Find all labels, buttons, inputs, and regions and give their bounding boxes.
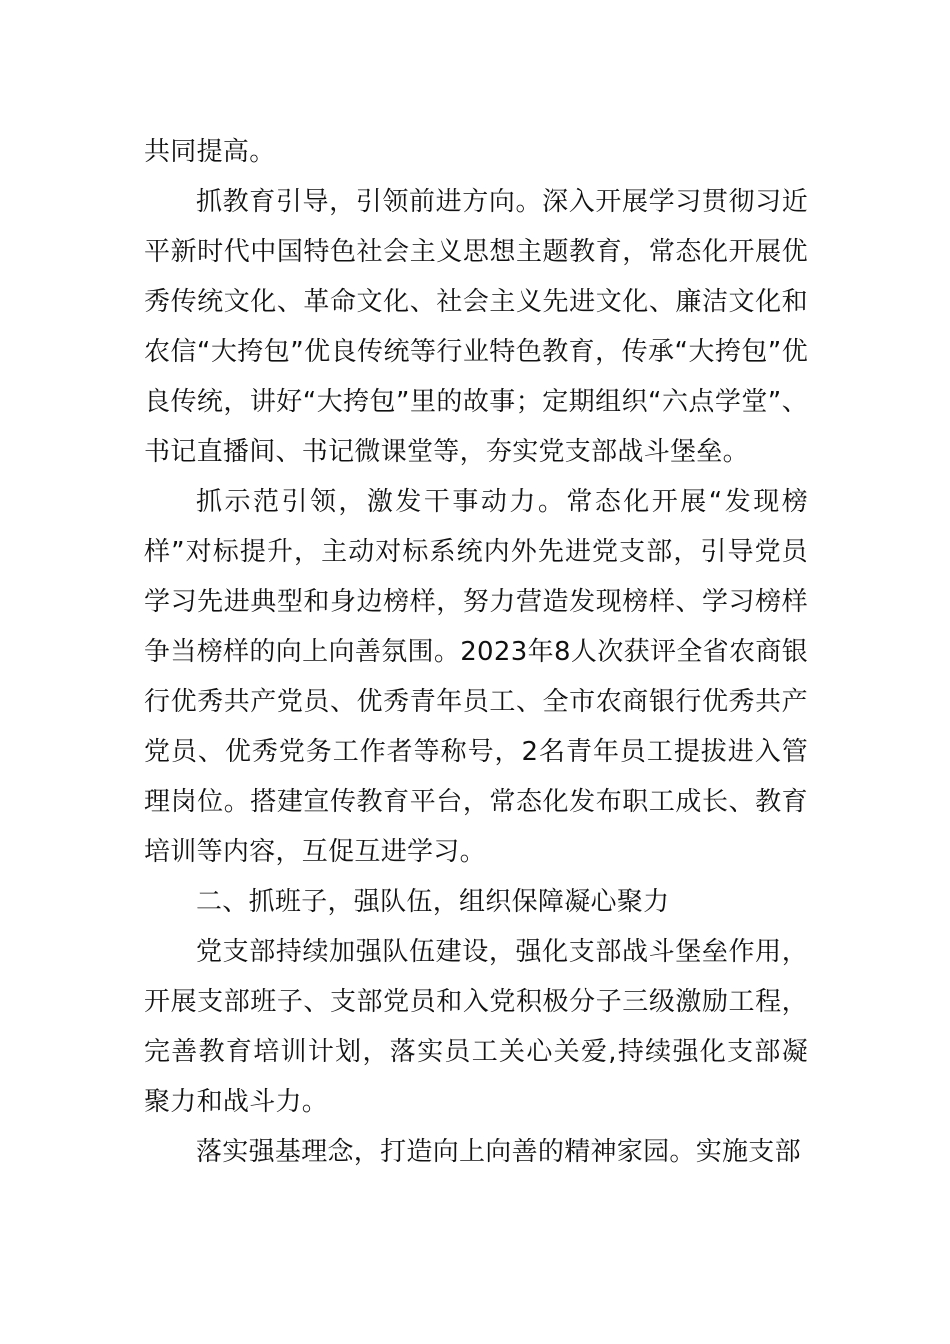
paragraph-foundation: 落实强基理念，打造向上向善的精神家园。实施支部	[196, 1137, 801, 1167]
paragraph-continuation: 共同提高。	[144, 137, 276, 167]
paragraph-role-model: 抓示范引领，激发干事动力。常态化开展“发现榜样”对标提升，主动对标系统内外先进党支部，引导党员学习先进典型和身边榜样，努力营造发现榜样、学习榜样争当榜样的向上向善氛围。2023年8人次获评全省农商银行优秀共产党员、优秀青年员工、全市农商银行优秀共产党员、优秀党务工作者等称号，2名青年员工提拔进入管理岗位。搭建宣传教育平台，常态化发布职工成长、教育培训等内容，互促互进学习。	[144, 487, 808, 867]
paragraph-team-building: 党支部持续加强队伍建设，强化支部战斗堡垒作用，开展支部班子、支部党员和入党积极分子三级激励工程，完善教育培训计划，落实员工关心关爱,持续强化支部凝聚力和战斗力。	[144, 937, 808, 1117]
document-body	[144, 127, 808, 1177]
section-heading-two: 二、抓班子，强队伍，组织保障凝心聚力	[196, 887, 670, 917]
paragraph-education-guidance: 抓教育引导，引领前进方向。深入开展学习贯彻习近平新时代中国特色社会主义思想主题教育，常态化开展优秀传统文化、革命文化、社会主义先进文化、廉洁文化和农信“大挎包”优良传统等行业特色教育，传承“大挎包”优良传统，讲好“大挎包”里的故事；定期组织“六点学堂”、书记直播间、书记微课堂等，夯实党支部战斗堡垒。	[144, 187, 808, 467]
